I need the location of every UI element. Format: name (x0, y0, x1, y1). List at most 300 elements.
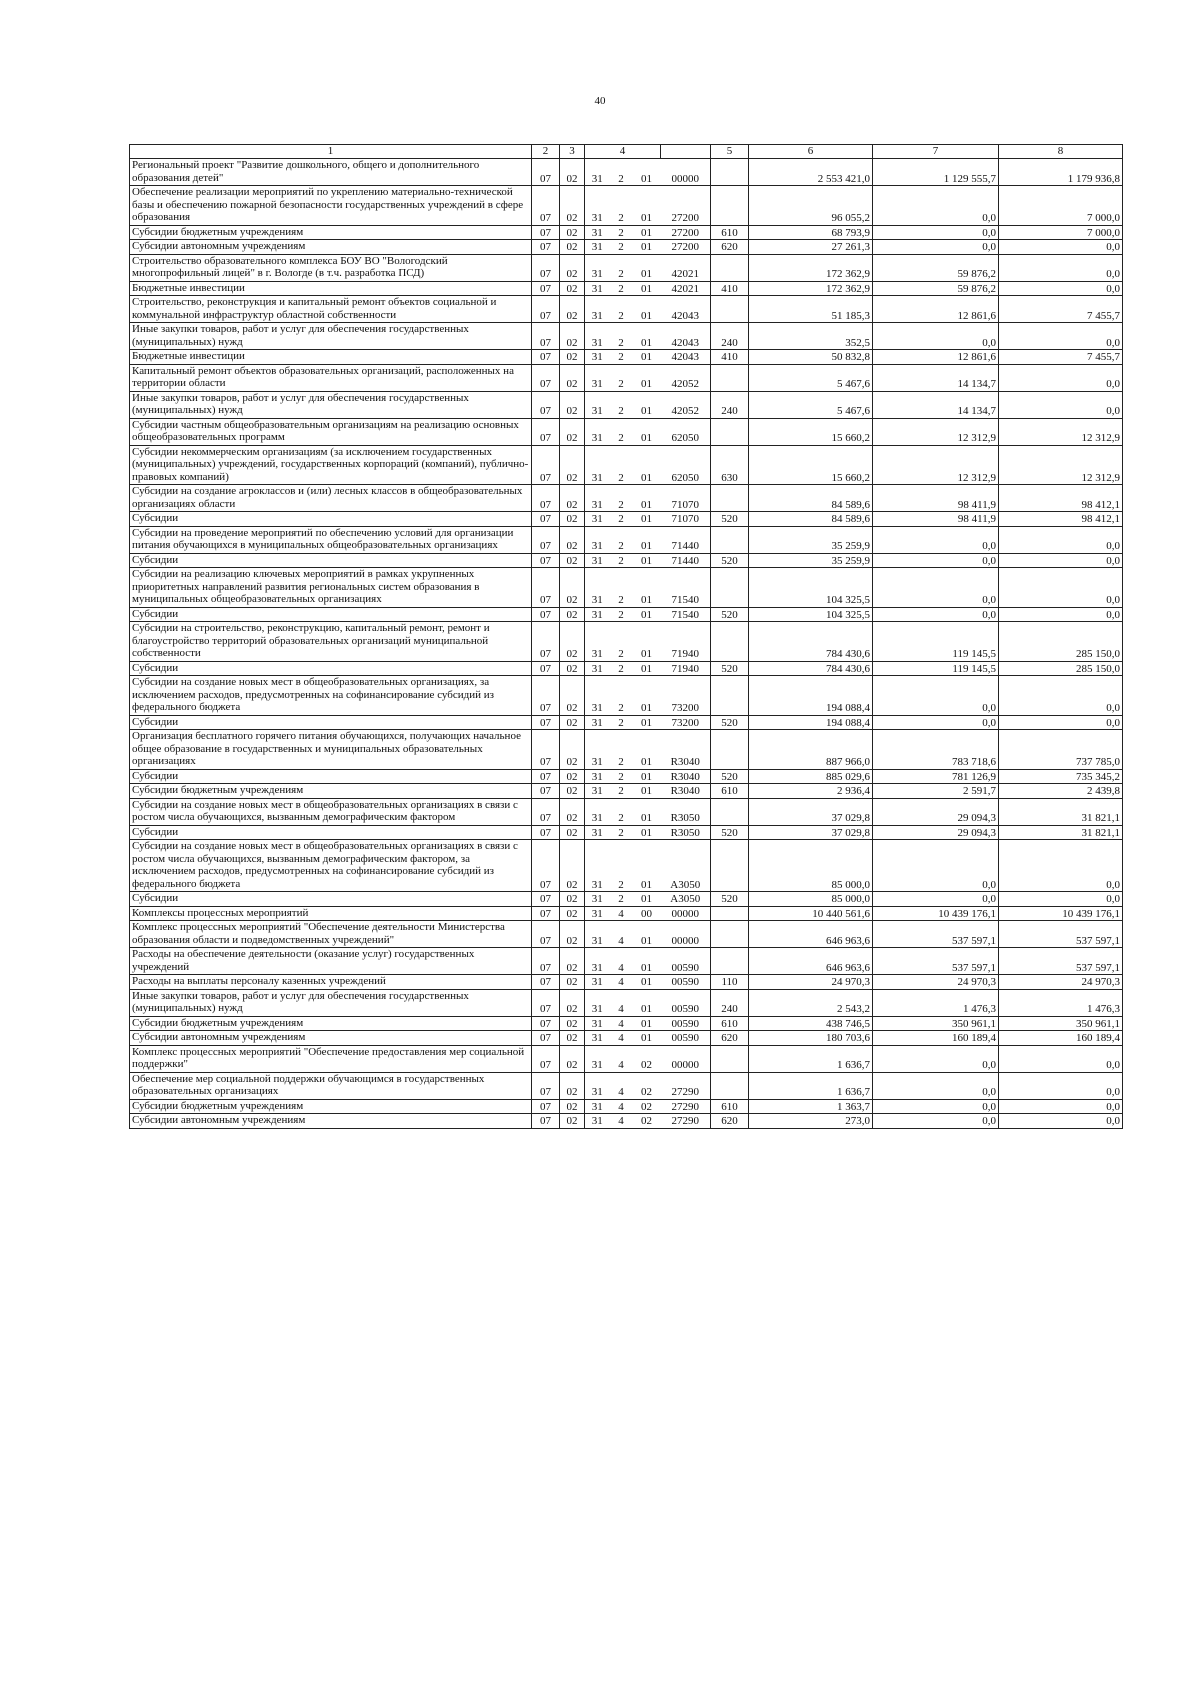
budget-table (129, 144, 1123, 1129)
section-code: 07 (532, 989, 560, 1016)
amount-year-3: 0,0 (999, 1072, 1123, 1099)
expense-type-code (711, 418, 749, 445)
table-row (130, 512, 1123, 527)
table-row (130, 607, 1123, 622)
amount-year-1: 68 793,9 (749, 225, 873, 240)
program-code: 31 (585, 622, 610, 662)
amount-year-1: 784 430,6 (749, 622, 873, 662)
header-cell-6: 6 (749, 145, 873, 159)
amount-year-2: 0,0 (873, 240, 999, 255)
direction-code: 71070 (661, 485, 711, 512)
expense-type-code: 610 (711, 1099, 749, 1114)
activity-code: 01 (633, 391, 661, 418)
subsection-code: 02 (560, 906, 585, 921)
subsection-code: 02 (560, 526, 585, 553)
section-code: 07 (532, 661, 560, 676)
amount-year-3: 0,0 (999, 715, 1123, 730)
expense-type-code (711, 676, 749, 716)
expense-type-code: 620 (711, 240, 749, 255)
subprogram-code: 2 (610, 186, 633, 226)
section-code: 07 (532, 1114, 560, 1129)
table-body (130, 159, 1123, 1129)
amount-year-3: 7 455,7 (999, 296, 1123, 323)
section-code: 07 (532, 1072, 560, 1099)
expense-type-code (711, 730, 749, 770)
row-name: Строительство образовательного комплекса БОУ ВО "Вологодский многопрофильный лицей" в г. Вологде (в т.ч. разработка ПСД) (130, 254, 532, 281)
table-row (130, 1045, 1123, 1072)
amount-year-3: 160 189,4 (999, 1031, 1123, 1046)
amount-year-2: 0,0 (873, 607, 999, 622)
table-row (130, 769, 1123, 784)
amount-year-3: 0,0 (999, 607, 1123, 622)
header-cell-4: 4 (585, 145, 661, 159)
direction-code: 42052 (661, 364, 711, 391)
program-code: 31 (585, 281, 610, 296)
amount-year-3: 0,0 (999, 676, 1123, 716)
amount-year-1: 85 000,0 (749, 840, 873, 892)
direction-code: R3050 (661, 825, 711, 840)
amount-year-1: 50 832,8 (749, 350, 873, 365)
amount-year-3: 1 179 936,8 (999, 159, 1123, 186)
row-name: Обеспечение реализации мероприятий по укреплению материально-технической базы и обеспечению пожарной безопасности государственных учреждений в сфере образования (130, 186, 532, 226)
section-code: 07 (532, 364, 560, 391)
subprogram-code: 2 (610, 892, 633, 907)
subsection-code: 02 (560, 254, 585, 281)
amount-year-3: 7 000,0 (999, 186, 1123, 226)
row-name: Субсидии на создание агроклассов и (или) лесных классов в общеобразовательных организациях области (130, 485, 532, 512)
section-code: 07 (532, 254, 560, 281)
expense-type-code (711, 568, 749, 608)
amount-year-3: 2 439,8 (999, 784, 1123, 799)
activity-code: 02 (633, 1045, 661, 1072)
expense-type-code (711, 906, 749, 921)
expense-type-code: 410 (711, 350, 749, 365)
section-code: 07 (532, 1016, 560, 1031)
section-code: 07 (532, 769, 560, 784)
expense-type-code: 520 (711, 892, 749, 907)
subprogram-code: 4 (610, 1099, 633, 1114)
table-row (130, 798, 1123, 825)
section-code: 07 (532, 568, 560, 608)
amount-year-2: 0,0 (873, 715, 999, 730)
subprogram-code: 2 (610, 798, 633, 825)
section-code: 07 (532, 485, 560, 512)
subprogram-code: 2 (610, 607, 633, 622)
program-code: 31 (585, 1114, 610, 1129)
activity-code: 01 (633, 622, 661, 662)
section-code: 07 (532, 607, 560, 622)
program-code: 31 (585, 391, 610, 418)
amount-year-3: 7 000,0 (999, 225, 1123, 240)
amount-year-2: 119 145,5 (873, 661, 999, 676)
table-row (130, 1099, 1123, 1114)
subsection-code: 02 (560, 715, 585, 730)
amount-year-3: 0,0 (999, 1045, 1123, 1072)
program-code: 31 (585, 1045, 610, 1072)
amount-year-2: 0,0 (873, 676, 999, 716)
amount-year-1: 2 553 421,0 (749, 159, 873, 186)
direction-code: 42052 (661, 391, 711, 418)
activity-code: 01 (633, 1031, 661, 1046)
section-code: 07 (532, 892, 560, 907)
subsection-code: 02 (560, 840, 585, 892)
activity-code: 01 (633, 948, 661, 975)
expense-type-code (711, 798, 749, 825)
direction-code: 42021 (661, 281, 711, 296)
amount-year-1: 96 055,2 (749, 186, 873, 226)
program-code: 31 (585, 512, 610, 527)
program-code: 31 (585, 526, 610, 553)
activity-code: 01 (633, 225, 661, 240)
amount-year-3: 0,0 (999, 892, 1123, 907)
subprogram-code: 2 (610, 391, 633, 418)
row-name: Субсидии (130, 553, 532, 568)
direction-code: 73200 (661, 715, 711, 730)
amount-year-2: 0,0 (873, 1072, 999, 1099)
amount-year-3: 0,0 (999, 1099, 1123, 1114)
amount-year-3: 31 821,1 (999, 798, 1123, 825)
row-name: Субсидии (130, 769, 532, 784)
table-row (130, 676, 1123, 716)
program-code: 31 (585, 975, 610, 990)
expense-type-code (711, 622, 749, 662)
amount-year-2: 98 411,9 (873, 512, 999, 527)
activity-code: 01 (633, 975, 661, 990)
table-row (130, 1072, 1123, 1099)
subprogram-code: 2 (610, 296, 633, 323)
header-cell-3: 3 (560, 145, 585, 159)
section-code: 07 (532, 323, 560, 350)
section-code: 07 (532, 445, 560, 485)
amount-year-2: 1 476,3 (873, 989, 999, 1016)
program-code: 31 (585, 730, 610, 770)
program-code: 31 (585, 892, 610, 907)
subprogram-code: 2 (610, 254, 633, 281)
table-row (130, 568, 1123, 608)
row-name: Региональный проект "Развитие дошкольного, общего и дополнительного образования детей" (130, 159, 532, 186)
subsection-code: 02 (560, 1031, 585, 1046)
row-name: Комплексы процессных мероприятий (130, 906, 532, 921)
table-row (130, 485, 1123, 512)
direction-code: A3050 (661, 840, 711, 892)
amount-year-2: 350 961,1 (873, 1016, 999, 1031)
row-name: Субсидии на создание новых мест в общеобразовательных организациях в связи с ростом числа обучающихся, вызванным демографическим фактором (130, 798, 532, 825)
program-code: 31 (585, 607, 610, 622)
subsection-code: 02 (560, 676, 585, 716)
direction-code: R3040 (661, 784, 711, 799)
row-name: Капитальный ремонт объектов образовательных организаций, расположенных на территории области (130, 364, 532, 391)
amount-year-3: 0,0 (999, 254, 1123, 281)
program-code: 31 (585, 1072, 610, 1099)
program-code: 31 (585, 798, 610, 825)
activity-code: 01 (633, 418, 661, 445)
section-code: 07 (532, 906, 560, 921)
row-name: Субсидии (130, 825, 532, 840)
program-code: 31 (585, 661, 610, 676)
subsection-code: 02 (560, 553, 585, 568)
subsection-code: 02 (560, 1099, 585, 1114)
section-code: 07 (532, 921, 560, 948)
amount-year-1: 85 000,0 (749, 892, 873, 907)
expense-type-code (711, 1072, 749, 1099)
expense-type-code (711, 840, 749, 892)
row-name: Субсидии автономным учреждениям (130, 1114, 532, 1129)
expense-type-code: 610 (711, 1016, 749, 1031)
header-cell-2: 2 (532, 145, 560, 159)
subprogram-code: 2 (610, 622, 633, 662)
expense-type-code: 520 (711, 553, 749, 568)
section-code: 07 (532, 1031, 560, 1046)
row-name: Бюджетные инвестиции (130, 350, 532, 365)
expense-type-code: 240 (711, 391, 749, 418)
amount-year-2: 29 094,3 (873, 825, 999, 840)
section-code: 07 (532, 784, 560, 799)
table-row (130, 186, 1123, 226)
amount-year-1: 887 966,0 (749, 730, 873, 770)
row-name: Обеспечение мер социальной поддержки обучающимся в государственных образовательных организациях (130, 1072, 532, 1099)
amount-year-2: 12 312,9 (873, 445, 999, 485)
section-code: 07 (532, 225, 560, 240)
program-code: 31 (585, 240, 610, 255)
section-code: 07 (532, 715, 560, 730)
activity-code: 01 (633, 350, 661, 365)
program-code: 31 (585, 350, 610, 365)
subprogram-code: 2 (610, 568, 633, 608)
direction-code: 71440 (661, 553, 711, 568)
direction-code: 71440 (661, 526, 711, 553)
amount-year-1: 37 029,8 (749, 825, 873, 840)
section-code: 07 (532, 281, 560, 296)
expense-type-code: 520 (711, 512, 749, 527)
subprogram-code: 4 (610, 975, 633, 990)
subprogram-code: 2 (610, 553, 633, 568)
subsection-code: 02 (560, 281, 585, 296)
table-row (130, 622, 1123, 662)
activity-code: 02 (633, 1072, 661, 1099)
activity-code: 01 (633, 186, 661, 226)
expense-type-code: 610 (711, 784, 749, 799)
amount-year-1: 27 261,3 (749, 240, 873, 255)
activity-code: 01 (633, 989, 661, 1016)
program-code: 31 (585, 825, 610, 840)
amount-year-1: 194 088,4 (749, 715, 873, 730)
amount-year-2: 12 861,6 (873, 350, 999, 365)
amount-year-3: 0,0 (999, 553, 1123, 568)
row-name: Субсидии автономным учреждениям (130, 1031, 532, 1046)
table-row (130, 526, 1123, 553)
expense-type-code (711, 159, 749, 186)
amount-year-3: 7 455,7 (999, 350, 1123, 365)
subsection-code: 02 (560, 225, 585, 240)
direction-code: 00000 (661, 921, 711, 948)
amount-year-1: 784 430,6 (749, 661, 873, 676)
amount-year-2: 0,0 (873, 1114, 999, 1129)
subsection-code: 02 (560, 989, 585, 1016)
amount-year-2: 12 312,9 (873, 418, 999, 445)
direction-code: 27200 (661, 225, 711, 240)
direction-code: 00590 (661, 1016, 711, 1031)
table-row (130, 254, 1123, 281)
amount-year-2: 0,0 (873, 553, 999, 568)
amount-year-3: 737 785,0 (999, 730, 1123, 770)
subsection-code: 02 (560, 445, 585, 485)
activity-code: 01 (633, 784, 661, 799)
amount-year-1: 172 362,9 (749, 254, 873, 281)
amount-year-1: 1 636,7 (749, 1072, 873, 1099)
subprogram-code: 2 (610, 825, 633, 840)
direction-code: 27200 (661, 186, 711, 226)
amount-year-2: 10 439 176,1 (873, 906, 999, 921)
subsection-code: 02 (560, 364, 585, 391)
subprogram-code: 2 (610, 661, 633, 676)
amount-year-1: 5 467,6 (749, 364, 873, 391)
section-code: 07 (532, 512, 560, 527)
expense-type-code: 610 (711, 225, 749, 240)
expense-type-code (711, 296, 749, 323)
expense-type-code: 520 (711, 769, 749, 784)
table-row (130, 892, 1123, 907)
program-code: 31 (585, 254, 610, 281)
program-code: 31 (585, 784, 610, 799)
amount-year-1: 35 259,9 (749, 553, 873, 568)
row-name: Расходы на обеспечение деятельности (оказание услуг) государственных учреждений (130, 948, 532, 975)
section-code: 07 (532, 676, 560, 716)
direction-code: R3040 (661, 730, 711, 770)
amount-year-3: 10 439 176,1 (999, 906, 1123, 921)
program-code: 31 (585, 989, 610, 1016)
program-code: 31 (585, 1016, 610, 1031)
subprogram-code: 4 (610, 948, 633, 975)
subsection-code: 02 (560, 350, 585, 365)
row-name: Расходы на выплаты персоналу казенных учреждений (130, 975, 532, 990)
activity-code: 01 (633, 892, 661, 907)
amount-year-3: 0,0 (999, 240, 1123, 255)
direction-code: 27290 (661, 1099, 711, 1114)
amount-year-2: 2 591,7 (873, 784, 999, 799)
section-code: 07 (532, 730, 560, 770)
amount-year-3: 735 345,2 (999, 769, 1123, 784)
amount-year-1: 2 936,4 (749, 784, 873, 799)
row-name: Субсидии на создание новых мест в общеобразовательных организациях в связи с ростом числа обучающихся, вызванным демографическим фактором, за исключением расходов, предусмотренных на софинансирование субсидий из федерального бюджета (130, 840, 532, 892)
direction-code: 71940 (661, 622, 711, 662)
table-row (130, 225, 1123, 240)
amount-year-3: 98 412,1 (999, 512, 1123, 527)
table-row (130, 553, 1123, 568)
direction-code: 42043 (661, 296, 711, 323)
subsection-code: 02 (560, 186, 585, 226)
amount-year-1: 646 963,6 (749, 921, 873, 948)
subprogram-code: 4 (610, 1016, 633, 1031)
activity-code: 01 (633, 715, 661, 730)
activity-code: 01 (633, 798, 661, 825)
direction-code: 00590 (661, 1031, 711, 1046)
amount-year-1: 2 543,2 (749, 989, 873, 1016)
expense-type-code: 520 (711, 661, 749, 676)
table-row (130, 391, 1123, 418)
subsection-code: 02 (560, 825, 585, 840)
activity-code: 01 (633, 526, 661, 553)
expense-type-code (711, 254, 749, 281)
amount-year-1: 1 636,7 (749, 1045, 873, 1072)
table-row (130, 921, 1123, 948)
subsection-code: 02 (560, 1072, 585, 1099)
activity-code: 00 (633, 906, 661, 921)
subprogram-code: 4 (610, 921, 633, 948)
section-code: 07 (532, 975, 560, 990)
section-code: 07 (532, 622, 560, 662)
amount-year-2: 14 134,7 (873, 391, 999, 418)
direction-code: 71540 (661, 568, 711, 608)
row-name: Субсидии на создание новых мест в общеобразовательных организациях, за исключением расходов, предусмотренных на софинансирование субсидий из федерального бюджета (130, 676, 532, 716)
amount-year-3: 285 150,0 (999, 622, 1123, 662)
subsection-code: 02 (560, 418, 585, 445)
amount-year-1: 5 467,6 (749, 391, 873, 418)
program-code: 31 (585, 485, 610, 512)
program-code: 31 (585, 364, 610, 391)
subprogram-code: 2 (610, 445, 633, 485)
program-code: 31 (585, 225, 610, 240)
subsection-code: 02 (560, 622, 585, 662)
direction-code: A3050 (661, 892, 711, 907)
table-row (130, 825, 1123, 840)
subprogram-code: 2 (610, 323, 633, 350)
expense-type-code: 520 (711, 715, 749, 730)
expense-type-code (711, 948, 749, 975)
header-cell-8: 8 (999, 145, 1123, 159)
amount-year-1: 15 660,2 (749, 445, 873, 485)
direction-code: R3040 (661, 769, 711, 784)
activity-code: 01 (633, 568, 661, 608)
table-row (130, 281, 1123, 296)
subsection-code: 02 (560, 661, 585, 676)
direction-code: 00590 (661, 989, 711, 1016)
subsection-code: 02 (560, 784, 585, 799)
row-name: Субсидии на строительство, реконструкцию, капитальный ремонт, ремонт и благоустройство территорий образовательных организаций муниципальной собственности (130, 622, 532, 662)
amount-year-3: 0,0 (999, 323, 1123, 350)
subsection-code: 02 (560, 948, 585, 975)
row-name: Комплекс процессных мероприятий "Обеспечение деятельности Министерства образования области и подведомственных учреждений" (130, 921, 532, 948)
row-name: Субсидии (130, 715, 532, 730)
program-code: 31 (585, 568, 610, 608)
amount-year-2: 0,0 (873, 840, 999, 892)
amount-year-1: 885 029,6 (749, 769, 873, 784)
program-code: 31 (585, 1099, 610, 1114)
row-name: Организация бесплатного горячего питания обучающихся, получающих начальное общее образование в государственных и муниципальных образовательных организациях (130, 730, 532, 770)
direction-code: 62050 (661, 445, 711, 485)
program-code: 31 (585, 553, 610, 568)
table-row (130, 159, 1123, 186)
amount-year-2: 0,0 (873, 323, 999, 350)
amount-year-2: 0,0 (873, 568, 999, 608)
amount-year-3: 0,0 (999, 526, 1123, 553)
direction-code: 00000 (661, 159, 711, 186)
subprogram-code: 4 (610, 1114, 633, 1129)
table-row (130, 840, 1123, 892)
section-code: 07 (532, 418, 560, 445)
program-code: 31 (585, 186, 610, 226)
section-code: 07 (532, 553, 560, 568)
activity-code: 01 (633, 676, 661, 716)
table-row (130, 418, 1123, 445)
section-code: 07 (532, 825, 560, 840)
subsection-code: 02 (560, 1114, 585, 1129)
table-row (130, 296, 1123, 323)
program-code: 31 (585, 840, 610, 892)
subprogram-code: 2 (610, 240, 633, 255)
activity-code: 01 (633, 296, 661, 323)
amount-year-2: 160 189,4 (873, 1031, 999, 1046)
section-code: 07 (532, 186, 560, 226)
